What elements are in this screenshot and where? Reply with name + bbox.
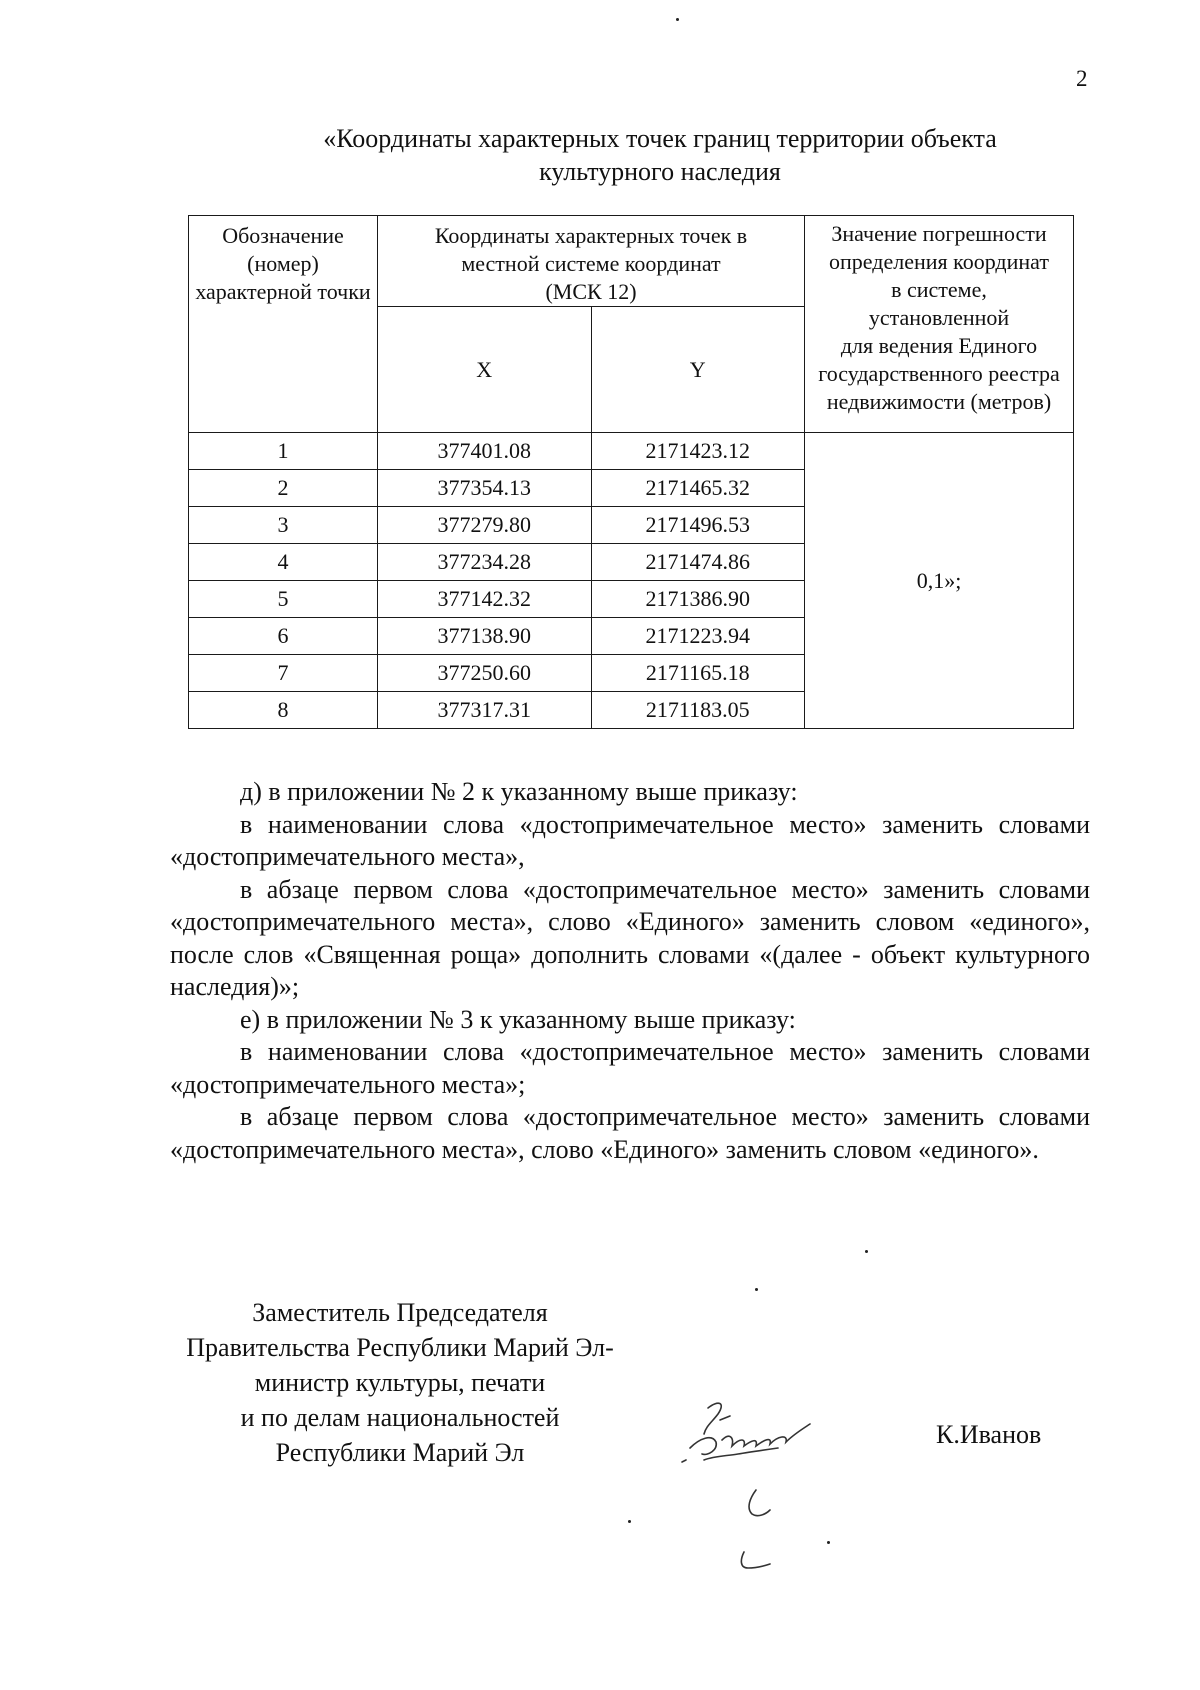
coordinates-table xyxy=(188,215,1074,729)
scan-speck xyxy=(827,1541,830,1544)
amendment-text xyxy=(170,776,1090,1166)
scan-speck xyxy=(865,1250,868,1253)
scan-speck xyxy=(628,1520,631,1523)
point-number: 6 xyxy=(189,618,378,655)
heading-line-1: «Координаты характерных точек границ территории объекта xyxy=(323,124,997,153)
table-row xyxy=(189,433,1074,470)
point-number: 4 xyxy=(189,544,378,581)
signer-title-line: министр культуры, печати xyxy=(254,1368,546,1397)
document-heading xyxy=(160,122,1160,188)
coord-y: 2171386.90 xyxy=(591,581,805,618)
scan-speck xyxy=(676,18,679,21)
paragraph: е) в приложении № 3 к указанному выше приказу: xyxy=(240,1004,796,1034)
header-coordinates-line: Координаты характерных точек в xyxy=(434,223,748,248)
coord-x: 377138.90 xyxy=(378,618,592,655)
signer-title-line: Правительства Республики Марий Эл- xyxy=(186,1333,614,1362)
page-number: 2 xyxy=(1076,66,1088,91)
paragraph: д) в приложении № 2 к указанному выше приказу: xyxy=(240,777,798,806)
coord-x: 377354.13 xyxy=(378,470,592,507)
signer-name: К.Иванов xyxy=(936,1420,1042,1449)
signer-title-line: и по делам национальностей xyxy=(240,1403,560,1432)
header-error-line: определения координат xyxy=(829,249,1049,274)
coord-y: 2171183.05 xyxy=(591,692,805,729)
coord-x: 377279.80 xyxy=(378,507,592,544)
header-error-line: в системе, xyxy=(891,277,987,302)
point-number: 2 xyxy=(189,470,378,507)
point-number: 7 xyxy=(189,655,378,692)
header-coordinates xyxy=(378,216,805,307)
coord-y: 2171223.94 xyxy=(591,618,805,655)
header-error xyxy=(805,216,1074,433)
signer-title-line: Республики Марий Эл xyxy=(275,1438,525,1467)
paragraph: в наименовании слова «достопримечательное место» заменить словами «достопримечательного места»; xyxy=(170,1037,1090,1099)
signer-title-line: Заместитель Председателя xyxy=(252,1298,548,1327)
handwritten-signature xyxy=(660,1390,880,1600)
paragraph: в абзаце первом слова «достопримечательное место» заменить словами «достопримечательного места», слово «Единого» заменить словом «единого». xyxy=(170,1102,1090,1164)
header-error-line: государственного реестра xyxy=(818,361,1060,386)
scan-speck xyxy=(755,1288,758,1291)
error-value: 0,1»; xyxy=(805,433,1074,729)
header-point-designation: Обозначение (номер) характерной точки xyxy=(189,216,378,433)
header-error-line: Значение погрешности xyxy=(831,221,1047,246)
coord-y: 2171474.86 xyxy=(591,544,805,581)
header-error-line: установленной xyxy=(868,305,1010,330)
coord-x: 377142.32 xyxy=(378,581,592,618)
point-number: 1 xyxy=(189,433,378,470)
coord-y: 2171423.12 xyxy=(591,433,805,470)
paragraph: в абзаце первом слова «достопримечательное место» заменить словами «достопримечательного места», слово «Единого» заменить словом «единого», после слов «Священная роща» дополнить словами «(далее - объект культурного наследия)»; xyxy=(170,874,1090,1001)
header-error-line: для ведения Единого xyxy=(840,333,1038,358)
coord-y: 2171496.53 xyxy=(591,507,805,544)
coord-y: 2171465.32 xyxy=(591,470,805,507)
coord-y: 2171165.18 xyxy=(591,655,805,692)
paragraph: в наименовании слова «достопримечательное место» заменить словами «достопримечательного места», xyxy=(170,809,1090,871)
coord-x: 377401.08 xyxy=(378,433,592,470)
coord-x: 377317.31 xyxy=(378,692,592,729)
point-number: 3 xyxy=(189,507,378,544)
heading-line-2: культурного наследия xyxy=(539,157,781,186)
coord-x: 377250.60 xyxy=(378,655,592,692)
coord-x: 377234.28 xyxy=(378,544,592,581)
signer-title xyxy=(160,1295,640,1470)
point-number: 5 xyxy=(189,581,378,618)
header-y: Y xyxy=(591,307,805,433)
header-x: X xyxy=(378,307,592,433)
header-coordinates-line: местной системе координат xyxy=(461,251,721,276)
header-coordinates-line: (МСК 12) xyxy=(545,279,637,304)
point-number: 8 xyxy=(189,692,378,729)
header-error-line: недвижимости (метров) xyxy=(826,389,1052,414)
